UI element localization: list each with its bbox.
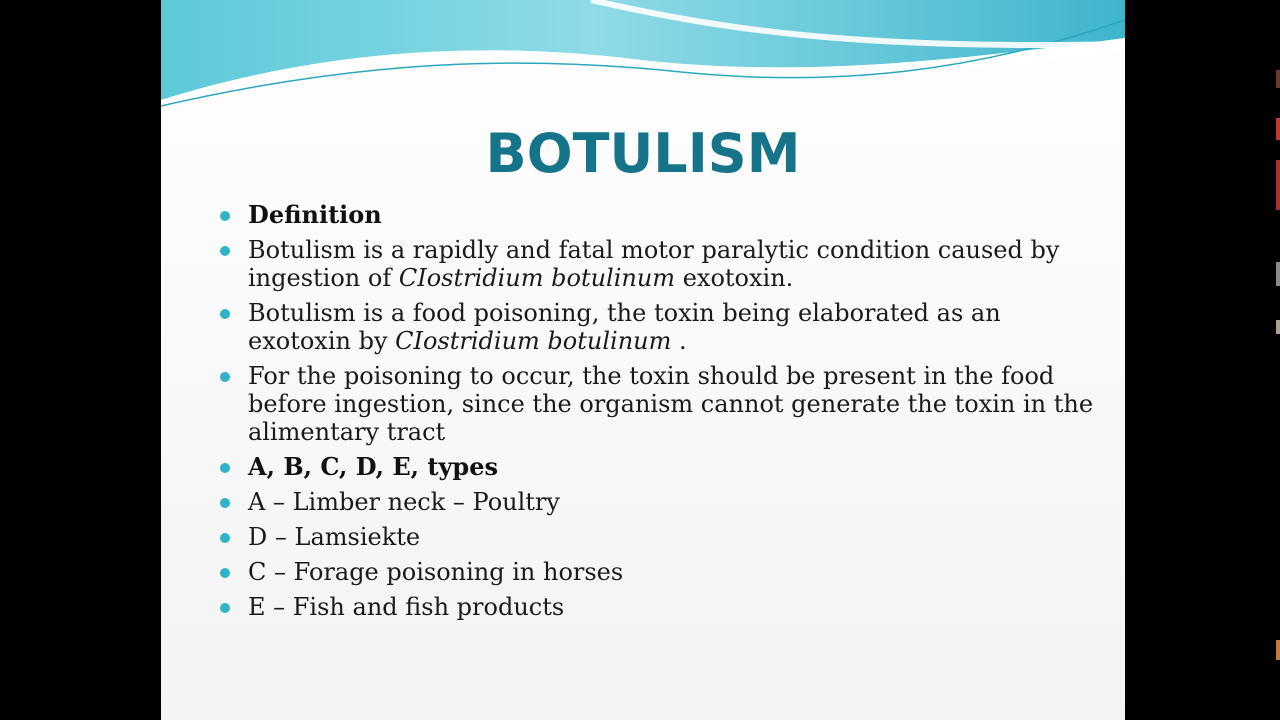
bullet-text: E – Fish and fish products [248, 593, 565, 621]
slide-title: BOTULISM [485, 122, 801, 185]
bullet-text: . [671, 327, 687, 355]
bullet-dot-icon [220, 246, 230, 256]
bullet-dot-icon [220, 498, 230, 508]
bullet-text: Botulism is a food poisoning, the toxin being elaborated as an exotoxin by [248, 299, 1001, 355]
bullet-item [217, 299, 1097, 355]
bullet-dot-icon [220, 463, 230, 473]
bullet-item [217, 593, 1097, 621]
bullet-item [217, 488, 1097, 516]
bullet-item [217, 201, 1097, 229]
bullet-text: Botulism is a rapidly and fatal motor paralytic condition caused by ingestion of [248, 236, 1060, 292]
bullet-item [217, 453, 1097, 481]
edge-strip [1276, 0, 1280, 720]
bullet-dot-icon [220, 568, 230, 578]
bullet-text: D – Lamsiekte [248, 523, 421, 551]
bullet-item [217, 362, 1097, 446]
bullet-dot-icon [220, 603, 230, 613]
bullet-text: A, B, C, D, E, types [248, 452, 498, 481]
bullet-dot-icon [220, 309, 230, 319]
bullet-text: For the poisoning to occur, the toxin should be present in the food before ingestion, since the organism cannot generate the toxin in the alimentary tract [248, 362, 1094, 446]
bullet-text: A – Limber neck – Poultry [248, 488, 560, 516]
bullet-item [217, 236, 1097, 292]
organism-name: CIostridium botulinum [398, 264, 676, 292]
bullet-text: Definition [248, 200, 382, 229]
bullet-text: exotoxin. [675, 264, 794, 292]
bullet-item [217, 523, 1097, 551]
bullet-dot-icon [220, 533, 230, 543]
organism-name: CIostridium botulinum [395, 327, 672, 355]
bullet-dot-icon [220, 372, 230, 382]
bullet-text: C – Forage poisoning in horses [248, 558, 624, 586]
bullet-list [217, 201, 1097, 628]
bullet-dot-icon [220, 211, 230, 221]
bullet-item [217, 558, 1097, 586]
slide [161, 0, 1125, 720]
